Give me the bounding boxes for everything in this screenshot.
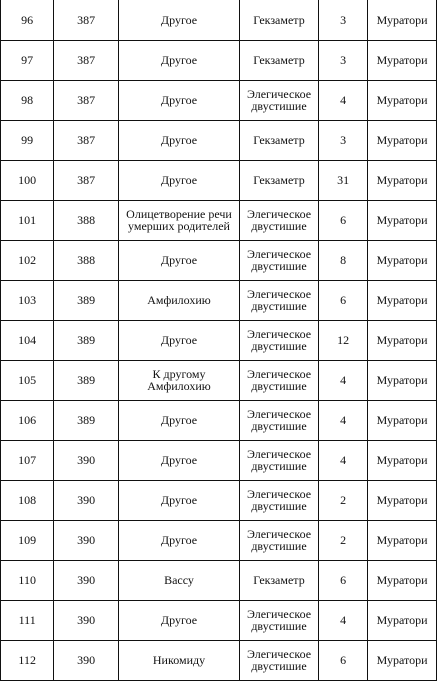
cell-number: 100 (1, 160, 54, 200)
cell-lines: 6 (319, 560, 368, 600)
cell-source: Муратори (368, 0, 437, 40)
table-row (1, 80, 437, 120)
table-row (1, 400, 437, 440)
cell-number: 109 (1, 520, 54, 560)
cell-year: 387 (54, 120, 119, 160)
cell-meter: Элегическое двустишие (240, 80, 319, 120)
cell-lines: 3 (319, 120, 368, 160)
table-row (1, 360, 437, 400)
cell-title: Другое (118, 440, 239, 480)
cell-meter: Гекзаметр (240, 120, 319, 160)
cell-meter: Гекзаметр (240, 160, 319, 200)
cell-title: Другое (118, 0, 239, 40)
table-row (1, 640, 437, 680)
cell-lines: 4 (319, 80, 368, 120)
cell-year: 387 (54, 0, 119, 40)
cell-number: 98 (1, 80, 54, 120)
cell-number: 102 (1, 240, 54, 280)
cell-year: 390 (54, 440, 119, 480)
cell-source: Муратори (368, 200, 437, 240)
cell-source: Муратори (368, 80, 437, 120)
cell-lines: 3 (319, 0, 368, 40)
table-row (1, 560, 437, 600)
cell-title: Другое (118, 160, 239, 200)
cell-number: 107 (1, 440, 54, 480)
cell-source: Муратори (368, 600, 437, 640)
cell-meter: Элегическое двустишие (240, 520, 319, 560)
cell-year: 388 (54, 240, 119, 280)
cell-number: 106 (1, 400, 54, 440)
cell-title: Амфилохию (118, 280, 239, 320)
cell-lines: 4 (319, 400, 368, 440)
table-row (1, 440, 437, 480)
cell-number: 104 (1, 320, 54, 360)
cell-year: 389 (54, 320, 119, 360)
table-row (1, 600, 437, 640)
cell-meter: Элегическое двустишие (240, 640, 319, 680)
cell-title: Другое (118, 600, 239, 640)
cell-meter: Элегическое двустишие (240, 200, 319, 240)
cell-lines: 2 (319, 480, 368, 520)
cell-meter: Гекзаметр (240, 0, 319, 40)
cell-year: 390 (54, 600, 119, 640)
table-row (1, 120, 437, 160)
cell-year: 387 (54, 80, 119, 120)
cell-year: 387 (54, 40, 119, 80)
cell-title: Никомиду (118, 640, 239, 680)
cell-meter: Гекзаметр (240, 40, 319, 80)
cell-lines: 6 (319, 200, 368, 240)
cell-number: 110 (1, 560, 54, 600)
cell-title: Вассу (118, 560, 239, 600)
cell-source: Муратори (368, 40, 437, 80)
cell-meter: Элегическое двустишие (240, 600, 319, 640)
cell-title: Другое (118, 400, 239, 440)
cell-title: Другое (118, 480, 239, 520)
table-row (1, 280, 437, 320)
cell-meter: Элегическое двустишие (240, 480, 319, 520)
table-row (1, 520, 437, 560)
cell-lines: 4 (319, 440, 368, 480)
table-row (1, 240, 437, 280)
cell-source: Муратори (368, 640, 437, 680)
table-row (1, 0, 437, 40)
cell-lines: 6 (319, 640, 368, 680)
cell-title: Олицетворение речи умерших родителей (118, 200, 239, 240)
cell-year: 390 (54, 520, 119, 560)
table-row (1, 160, 437, 200)
cell-number: 99 (1, 120, 54, 160)
cell-title: Другое (118, 240, 239, 280)
cell-source: Муратори (368, 120, 437, 160)
cell-source: Муратори (368, 320, 437, 360)
table-row (1, 480, 437, 520)
cell-source: Муратори (368, 520, 437, 560)
cell-lines: 31 (319, 160, 368, 200)
table-row (1, 200, 437, 240)
cell-lines: 6 (319, 280, 368, 320)
table-row (1, 40, 437, 80)
cell-source: Муратори (368, 480, 437, 520)
cell-title: Другое (118, 120, 239, 160)
cell-number: 103 (1, 280, 54, 320)
cell-meter: Элегическое двустишие (240, 320, 319, 360)
cell-lines: 8 (319, 240, 368, 280)
cell-title: Другое (118, 80, 239, 120)
cell-number: 101 (1, 200, 54, 240)
cell-number: 111 (1, 600, 54, 640)
cell-year: 387 (54, 160, 119, 200)
cell-lines: 2 (319, 520, 368, 560)
cell-number: 112 (1, 640, 54, 680)
cell-year: 389 (54, 400, 119, 440)
cell-source: Муратори (368, 440, 437, 480)
cell-lines: 3 (319, 40, 368, 80)
cell-year: 390 (54, 640, 119, 680)
cell-meter: Элегическое двустишие (240, 240, 319, 280)
cell-source: Муратори (368, 560, 437, 600)
cell-title: Другое (118, 320, 239, 360)
cell-lines: 4 (319, 600, 368, 640)
cell-source: Муратори (368, 160, 437, 200)
cell-meter: Элегическое двустишие (240, 280, 319, 320)
cell-number: 96 (1, 0, 54, 40)
cell-lines: 4 (319, 360, 368, 400)
cell-source: Муратори (368, 400, 437, 440)
cell-title: Другое (118, 520, 239, 560)
cell-meter: Элегическое двустишие (240, 400, 319, 440)
cell-year: 390 (54, 480, 119, 520)
cell-year: 388 (54, 200, 119, 240)
cell-title: К другому Амфилохию (118, 360, 239, 400)
cell-meter: Элегическое двустишие (240, 440, 319, 480)
cell-title: Другое (118, 40, 239, 80)
table-row (1, 320, 437, 360)
cell-source: Муратори (368, 360, 437, 400)
cell-year: 389 (54, 280, 119, 320)
cell-number: 97 (1, 40, 54, 80)
cell-year: 389 (54, 360, 119, 400)
table-body (1, 0, 437, 680)
cell-meter: Гекзаметр (240, 560, 319, 600)
cell-source: Муратори (368, 240, 437, 280)
cell-lines: 12 (319, 320, 368, 360)
cell-number: 108 (1, 480, 54, 520)
cell-number: 105 (1, 360, 54, 400)
cell-year: 390 (54, 560, 119, 600)
cell-source: Муратори (368, 280, 437, 320)
cell-meter: Элегическое двустишие (240, 360, 319, 400)
